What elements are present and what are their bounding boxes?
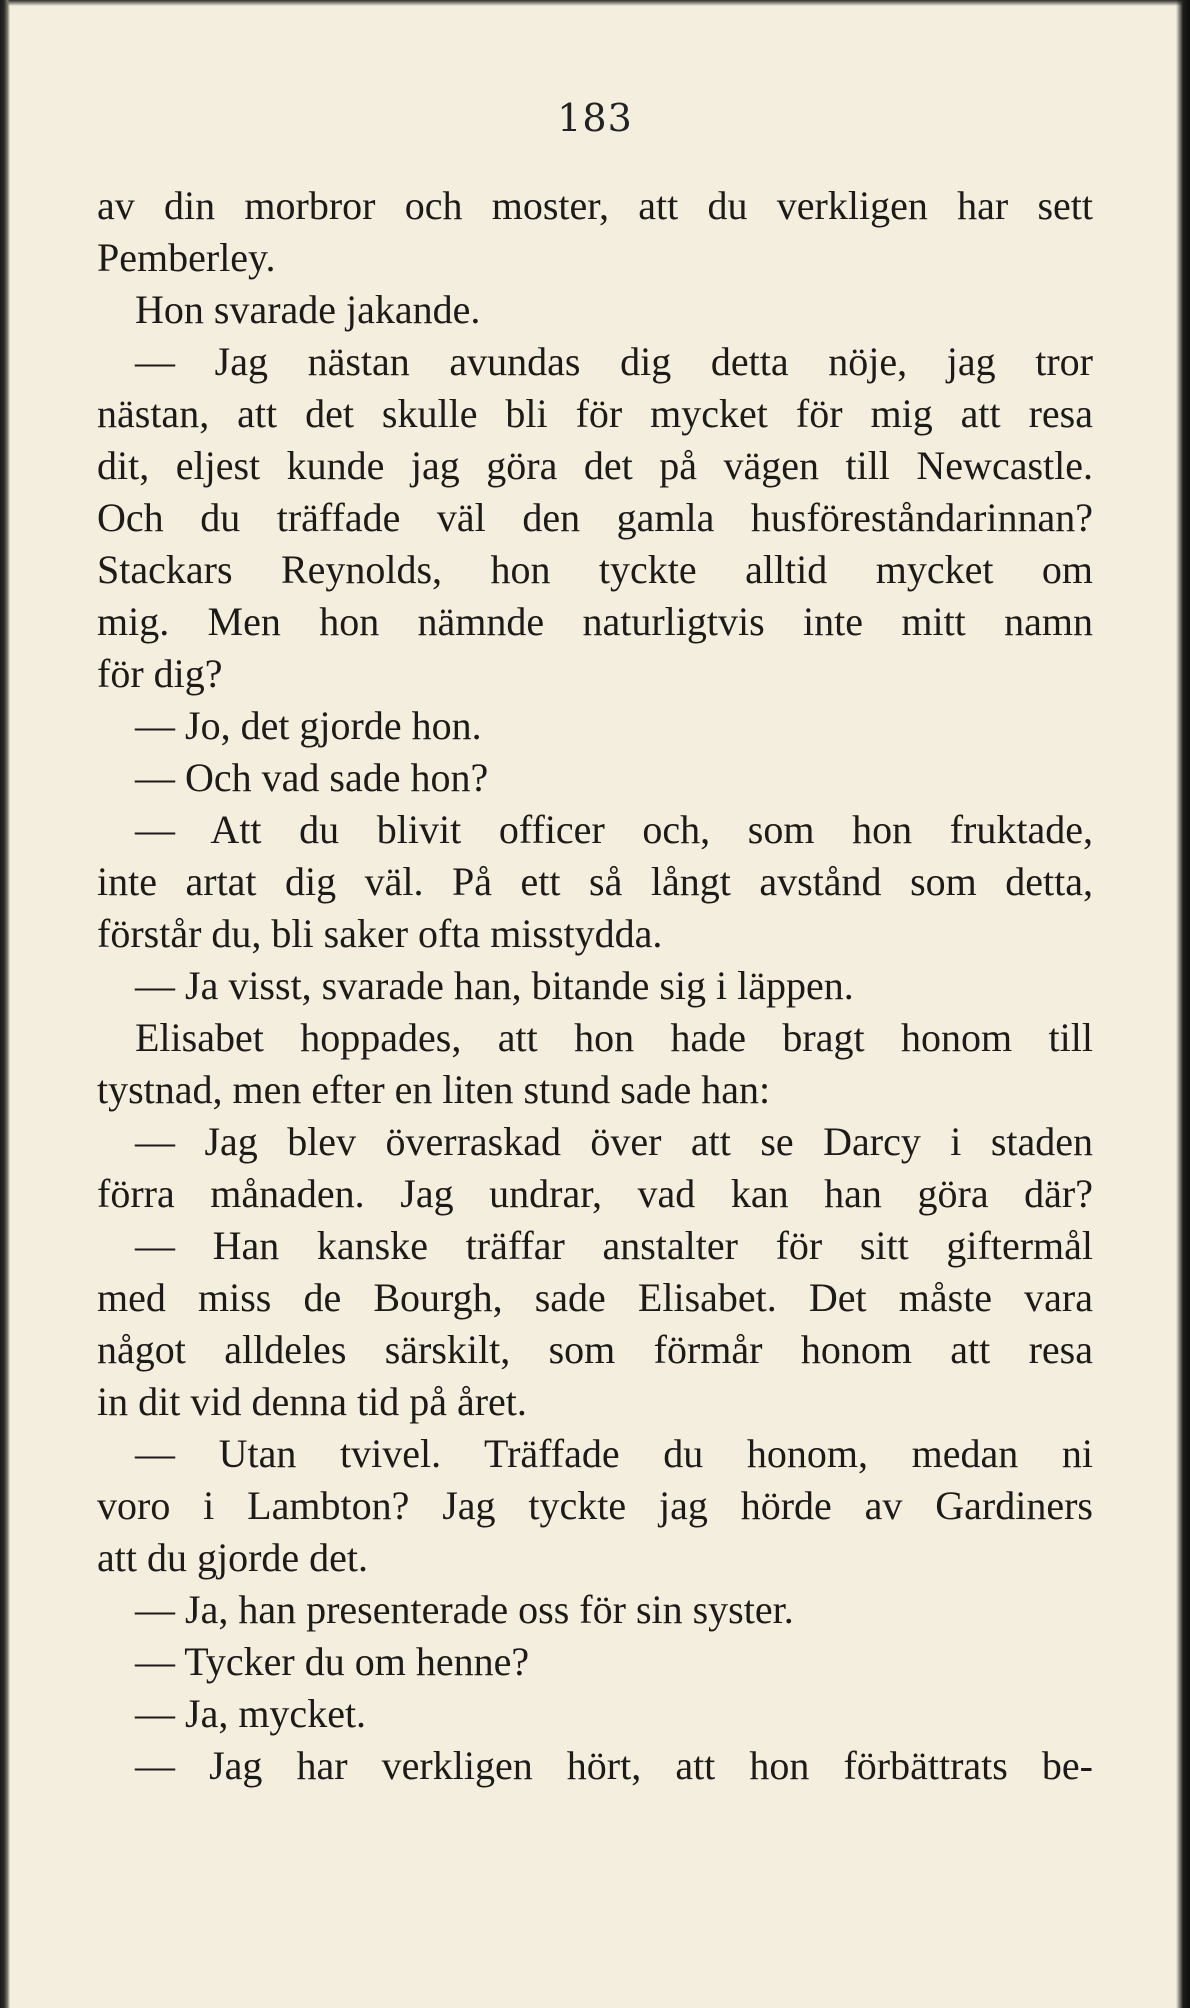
text-line: mig. Men hon nämnde naturligtvis inte mitt namn xyxy=(97,599,1093,644)
text-line: — Han kanske träffar anstalter för sitt giftermål xyxy=(135,1223,1093,1268)
text-line: — Ja, mycket. xyxy=(135,1691,367,1736)
text-line: — Ja visst, svarade han, bitande sig i läppen. xyxy=(135,963,854,1008)
text-line: — Att du blivit officer och, som hon fruktade, xyxy=(135,807,1093,852)
text-line: förstår du, bli saker ofta misstydda. xyxy=(97,911,663,956)
body-text xyxy=(97,180,1093,1792)
scan-edge-right xyxy=(1176,0,1190,2008)
text-line: — Ja, han presenterade oss för sin syster. xyxy=(135,1587,794,1632)
text-line: — Jag har verkligen hört, att hon förbättrats be- xyxy=(135,1743,1093,1788)
text-line: Hon svarade jakande. xyxy=(135,287,481,332)
text-line: förra månaden. Jag undrar, vad kan han göra där? xyxy=(97,1171,1093,1216)
text-line: av din morbror och moster, att du verkligen har sett xyxy=(97,183,1093,228)
text-line: för dig? xyxy=(97,651,223,696)
text-line: tystnad, men efter en liten stund sade han: xyxy=(97,1067,771,1112)
text-line: med miss de Bourgh, sade Elisabet. Det måste vara xyxy=(97,1275,1093,1320)
text-line: — Jag blev överraskad över att se Darcy i staden xyxy=(135,1119,1093,1164)
text-line: Elisabet hoppades, att hon hade bragt honom till xyxy=(135,1015,1093,1060)
page-number: 183 xyxy=(557,96,633,140)
text-line: — Och vad sade hon? xyxy=(135,755,489,800)
text-line: dit, eljest kunde jag göra det på vägen till Newcastle. xyxy=(97,443,1093,488)
text-line: inte artat dig väl. På ett så långt avstånd som detta, xyxy=(97,859,1093,904)
text-line: nästan, att det skulle bli för mycket för mig att resa xyxy=(97,391,1093,436)
text-line: — Tycker du om henne? xyxy=(135,1639,530,1684)
text-line: in dit vid denna tid på året. xyxy=(97,1379,527,1424)
text-line: Stackars Reynolds, hon tyckte alltid mycket om xyxy=(97,547,1093,592)
scan-edge-left xyxy=(0,0,10,2008)
text-line: — Jo, det gjorde hon. xyxy=(135,703,482,748)
text-line: — Jag nästan avundas dig detta nöje, jag tror xyxy=(135,339,1093,384)
text-line: att du gjorde det. xyxy=(97,1535,369,1580)
text-line: Och du träffade väl den gamla husföreståndarinnan? xyxy=(97,495,1093,540)
text-line: Pemberley. xyxy=(97,235,276,280)
text-line: voro i Lambton? Jag tyckte jag hörde av Gardiners xyxy=(97,1483,1093,1528)
text-line: — Utan tvivel. Träffade du honom, medan ni xyxy=(135,1431,1093,1476)
text-line: något alldeles särskilt, som förmår honom att resa xyxy=(97,1327,1093,1372)
scan-edge-top xyxy=(0,0,1190,6)
